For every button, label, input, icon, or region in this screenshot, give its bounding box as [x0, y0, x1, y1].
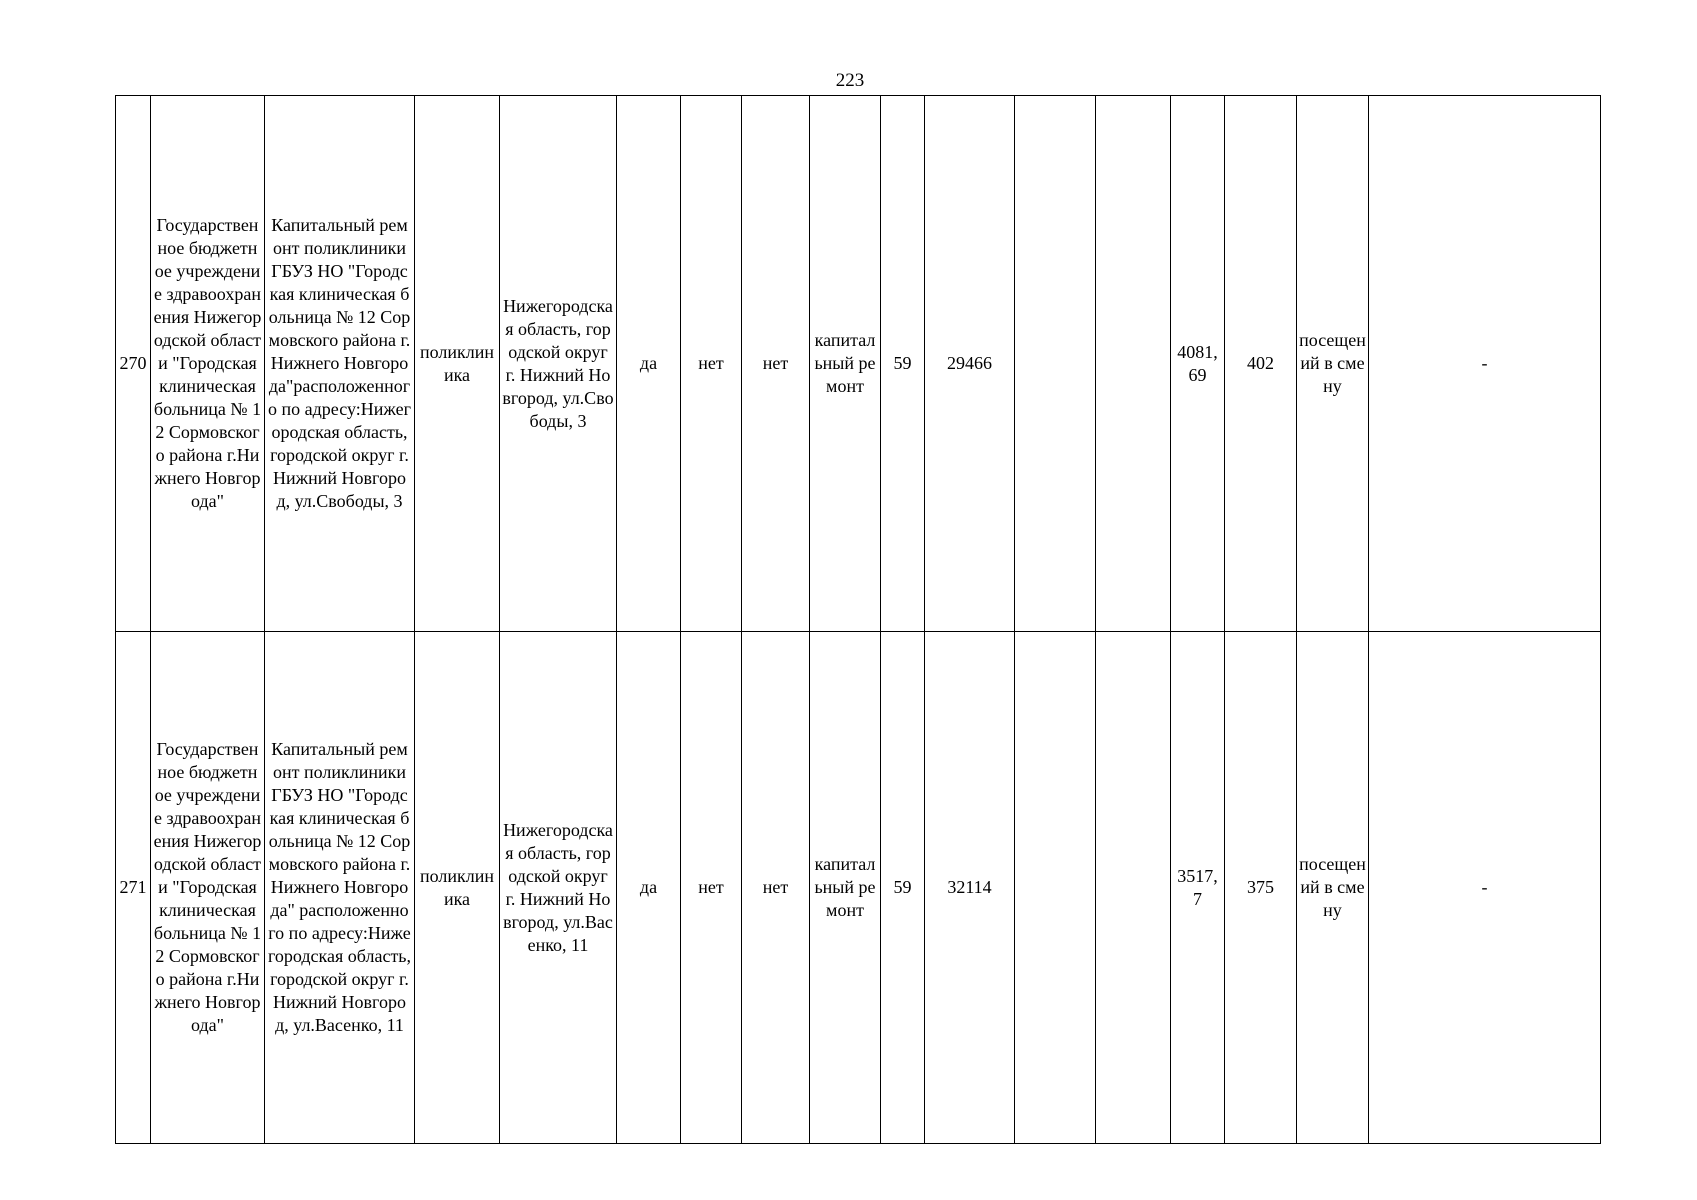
table-row — [116, 96, 1601, 632]
area-cell: 4081,69 — [1171, 96, 1225, 632]
table-row — [116, 632, 1601, 1144]
flag-cell: нет — [742, 96, 810, 632]
institution-cell: Государственное бюджетное учреждение здравоохранения Нижегородской области "Городская клиническая больница № 12 Сормовского района г.Нижнего Новгорода" — [151, 632, 265, 1144]
flag-cell: да — [617, 632, 681, 1144]
area-cell: 3517,7 — [1171, 632, 1225, 1144]
capacity-cell: 402 — [1225, 96, 1297, 632]
object-cell: Капитальный ремонт поликлиники ГБУЗ НО "Городская клиническая больница № 12 Сормовского района г.Нижнего Новгорода" расположенного по адресу:Нижегородская область, городской округ г. Нижний Новгород, ул.Васенко, 11 — [265, 632, 415, 1144]
note-cell: - — [1369, 632, 1601, 1144]
row-number-cell: 270 — [116, 96, 151, 632]
capacity-unit-cell: посещений в смену — [1297, 632, 1369, 1144]
address-cell: Нижегородская область, городской округ г. Нижний Новгород, ул.Васенко, 11 — [500, 632, 617, 1144]
code-cell: 59 — [881, 96, 925, 632]
cost-cell: 29466 — [925, 96, 1015, 632]
capacity-cell: 375 — [1225, 632, 1297, 1144]
empty-cell — [1015, 96, 1096, 632]
address-cell: Нижегородская область, городской округ г. Нижний Новгород, ул.Свободы, 3 — [500, 96, 617, 632]
page-number: 223 — [835, 70, 865, 91]
object-cell: Капитальный ремонт поликлиники ГБУЗ НО "Городская клиническая больница № 12 Сормовского района г.Нижнего Новгорода"расположенного по адресу:Нижегородская область, городской округ г. Нижний Новгород, ул.Свободы, 3 — [265, 96, 415, 632]
work-type-cell: капитальный ремонт — [810, 632, 881, 1144]
facility-type-cell: поликлиника — [415, 632, 500, 1144]
institution-cell: Государственное бюджетное учреждение здравоохранения Нижегородской области "Городская клиническая больница № 12 Сормовского района г.Нижнего Новгорода" — [151, 96, 265, 632]
note-cell: - — [1369, 96, 1601, 632]
row-number-cell: 271 — [116, 632, 151, 1144]
flag-cell: нет — [742, 632, 810, 1144]
capacity-unit-cell: посещений в смену — [1297, 96, 1369, 632]
empty-cell — [1096, 96, 1171, 632]
facility-type-cell: поликлиника — [415, 96, 500, 632]
flag-cell: нет — [681, 96, 742, 632]
code-cell: 59 — [881, 632, 925, 1144]
registry-table — [115, 95, 1601, 1144]
flag-cell: нет — [681, 632, 742, 1144]
empty-cell — [1096, 632, 1171, 1144]
cost-cell: 32114 — [925, 632, 1015, 1144]
empty-cell — [1015, 632, 1096, 1144]
work-type-cell: капитальный ремонт — [810, 96, 881, 632]
flag-cell: да — [617, 96, 681, 632]
